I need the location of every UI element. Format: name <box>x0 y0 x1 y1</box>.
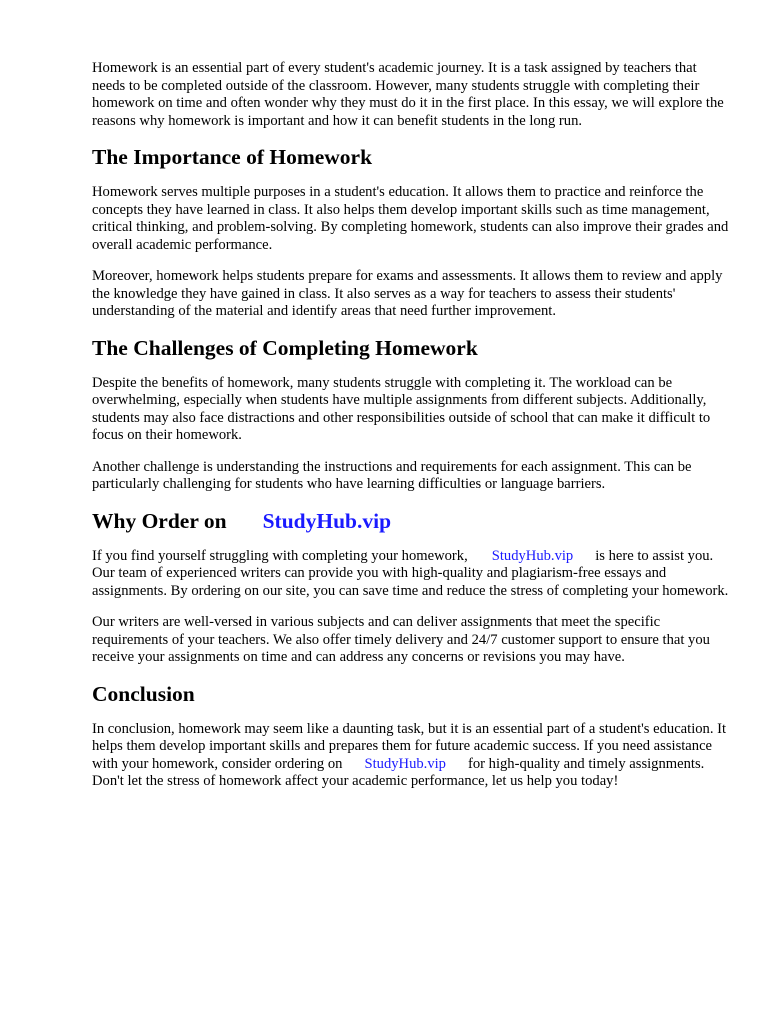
studyhub-link-inline[interactable]: StudyHub.vip <box>491 547 574 564</box>
challenges-paragraph-2: Another challenge is understanding the instructions and requirements for each assignment. This can be particularly challenging for students who have learning difficulties or language barriers. <box>92 458 692 492</box>
challenges-paragraph-1: Despite the benefits of homework, many students struggle with completing it. The workload can be overwhelming, especially when students have multiple assignments from different subjects. Additionally, students may also face distractions and other responsibilities outside of school that can make it difficult to focus on their homework. <box>92 374 711 443</box>
document-page <box>92 60 732 791</box>
conclusion-before: In conclusion, homework may seem like a daunting task, but it is an essential part of a student's education. It helps them develop important skills and prepares them for future academic success. If you need assistance with your homework, consider ordering on <box>92 720 727 772</box>
why-order-p1-after: is here to assist you. Our team of experienced writers can provide you with high-quality and plagiarism-free essays and assignments. By ordering on our site, you can save time and reduce the stress of completing your homework. <box>92 547 729 599</box>
heading-why-order <box>92 508 732 534</box>
heading-why-order-prefix: Why Order on <box>92 508 227 533</box>
importance-paragraph-1: Homework serves multiple purposes in a student's education. It allows them to practice and reinforce the concepts they have learned in class. It also helps them develop important skills such as time management, critical thinking, and problem-solving. By completing homework, students can also improve their grades and overall academic performance. <box>92 184 729 253</box>
why-order-paragraph-1 <box>92 548 732 601</box>
heading-importance: The Importance of Homework <box>92 145 373 169</box>
why-order-paragraph-2: Our writers are well-versed in various subjects and can deliver assignments that meet the specific requirements of your teachers. We also offer timely delivery and 24/7 customer support to ensure that you receive your assignments on time and can address any concerns or revisions you may have. <box>92 614 710 665</box>
conclusion-paragraph <box>92 721 732 791</box>
heading-challenges: The Challenges of Completing Homework <box>92 335 478 360</box>
intro-paragraph: Homework is an essential part of every student's academic journey. It is a task assigned by teachers that needs to be completed outside of the classroom. However, many students struggle with completing their homework on time and often wonder why they must do it in the first place. In this essay, we will explore the reasons why homework is important and how it can benefit students in the long run. <box>92 60 724 129</box>
importance-paragraph-2: Moreover, homework helps students prepare for exams and assessments. It allows them to review and apply the knowledge they have gained in class. It also serves as a way for teachers to assess their students' understanding of the material and identify areas that need further improvement. <box>92 268 723 319</box>
heading-conclusion: Conclusion <box>92 681 195 706</box>
studyhub-link-conclusion[interactable]: StudyHub.vip <box>364 755 446 772</box>
why-order-p1-before: If you find yourself struggling with completing your homework, <box>92 547 468 564</box>
heading-studyhub-link[interactable]: StudyHub.vip <box>262 508 392 533</box>
conclusion-after: for high-quality and timely assignments. Don't let the stress of homework affect your academic performance, let us help you today! <box>92 755 705 789</box>
